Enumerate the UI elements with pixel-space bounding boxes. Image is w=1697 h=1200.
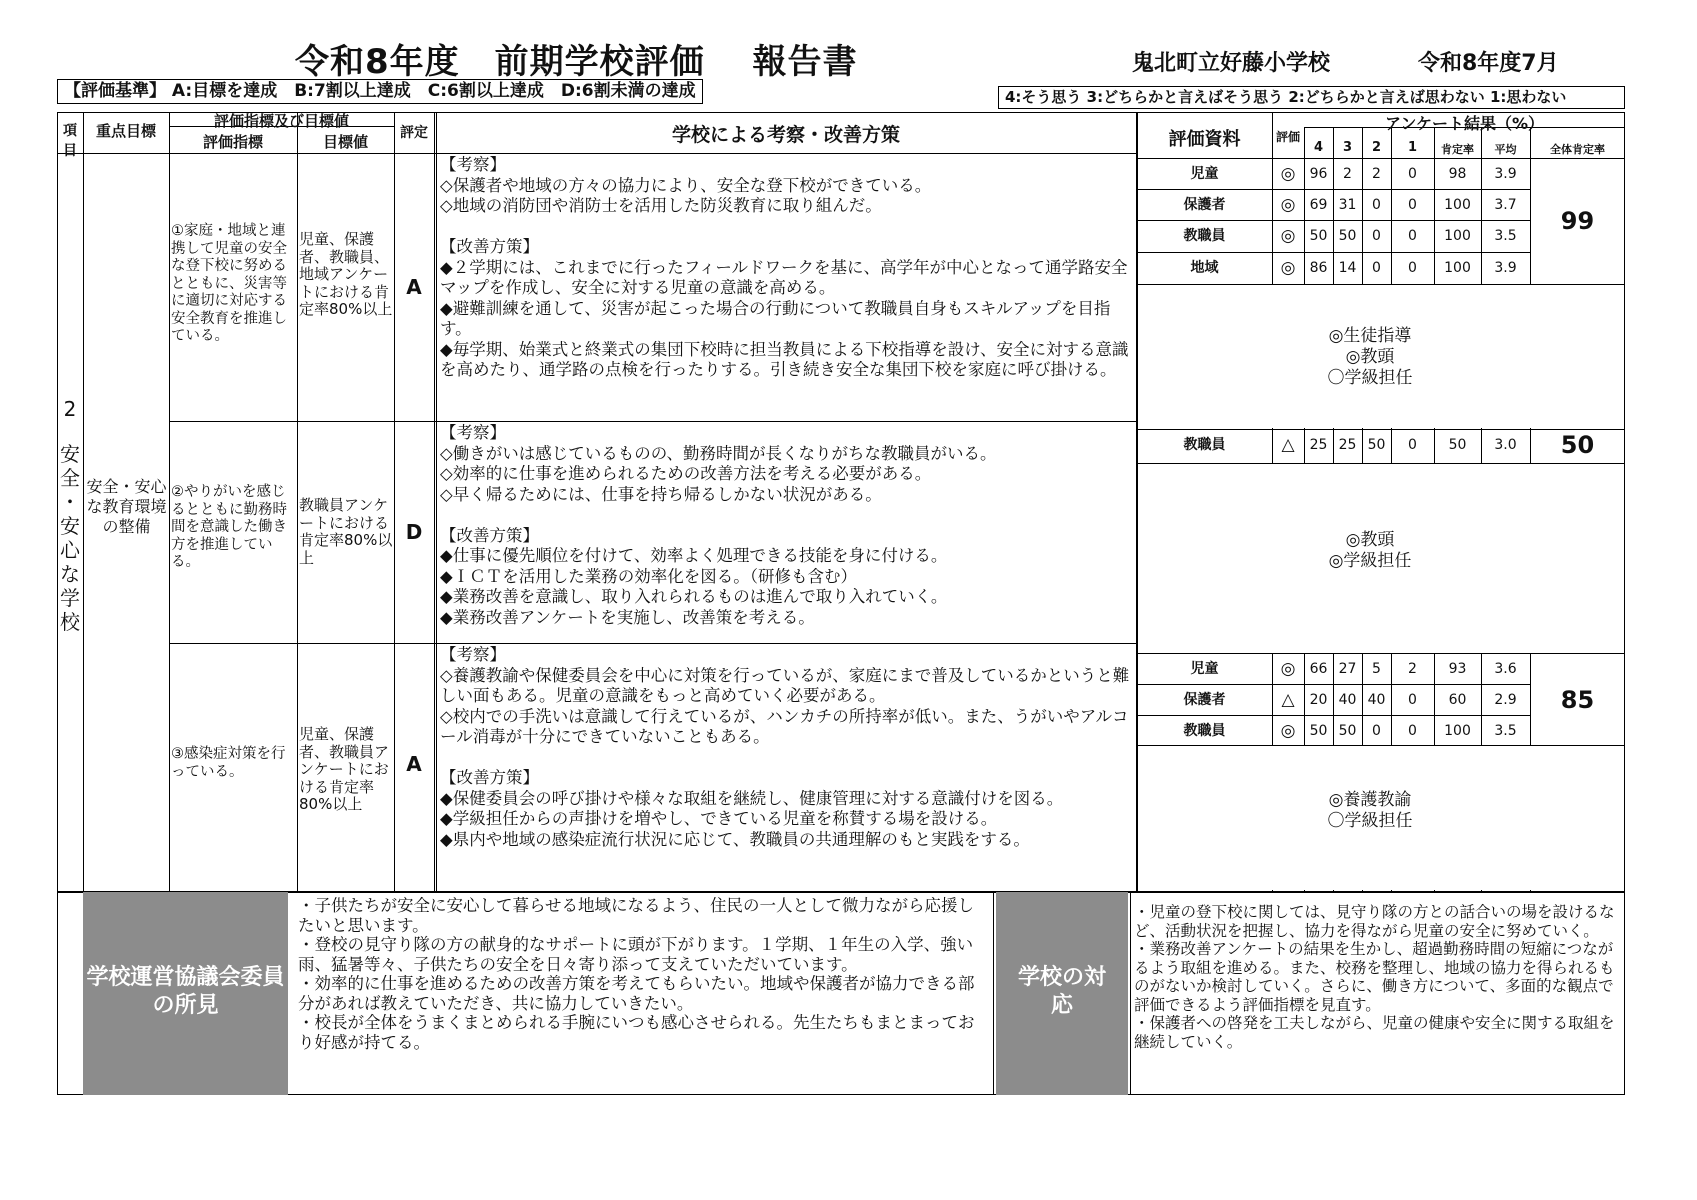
analysis-line: ◆業務改善アンケートを実施し、改善策を考える。 <box>440 607 815 627</box>
survey-value: 50 <box>1448 437 1467 453</box>
evaluation-criteria: 【評価基準】 A:目標を達成 B:7割以上達成 C:6割以上達成 D:6割未満の達成 <box>57 79 703 104</box>
header-indicator-group: 評価指標及び目標値 <box>213 112 349 130</box>
report-date: 令和8年度7月 <box>1418 51 1559 76</box>
analysis-line <box>440 748 1133 769</box>
analysis-line: ◆業務改善を意識し、取り入れられるものは進んで取り入れていく。 <box>440 587 948 606</box>
row3-indicator: ③感染症対策を行っている。 <box>171 746 286 780</box>
survey-respondent: 児童 <box>1190 166 1219 182</box>
header-survey: アンケート結果（%） <box>1384 114 1545 133</box>
committee-comments <box>298 896 988 1052</box>
row2-grade: D <box>405 520 423 544</box>
survey-value: 0 <box>1372 228 1381 244</box>
header-item: 項目 <box>63 123 77 159</box>
survey-value: 3.9 <box>1494 166 1517 182</box>
analysis-line: ◇養護教諭や保健委員会を中心に対策を行っているが、家庭にまで普及しているかというと難しい面もある。児童の意識をもっと高めていく必要がある。 <box>440 665 1130 705</box>
responsible-role: 〇学級担任 <box>1327 368 1413 388</box>
analysis-heading: 【考察】 <box>440 423 506 442</box>
comment-line: ・効率的に仕事を進めるための改善方策を考えてもらいたい。地域や保護者が協力できる部分があれば教えていただき、共に協力していきたい。 <box>298 974 975 1013</box>
header-col3: 3 <box>1342 140 1353 155</box>
overall-positive-rate: 99 <box>1560 207 1595 235</box>
survey-respondent: 地域 <box>1190 260 1219 276</box>
survey-value: 50 <box>1338 723 1357 739</box>
focus-text: 安全・安心な教育環境の整備 <box>86 477 167 536</box>
survey-value: 0 <box>1372 723 1381 739</box>
analysis-line: ◇地域の消防団や消防士を活用した防災教育に取り組んだ。 <box>440 196 882 215</box>
survey-value: 0 <box>1408 166 1417 182</box>
analysis-line: ◆仕事に優先順位を付けて、効率よく処理できる技能を身に付ける。 <box>440 546 948 565</box>
row3-grade: A <box>406 752 422 776</box>
row1-indicator: ①家庭・地域と連携して児童の安全な登下校に努めるとともに、災害等に適切に対応する安全教育を推進している。 <box>171 223 287 344</box>
survey-eval-mark: △ <box>1281 435 1295 455</box>
report-title: 令和8年度 前期学校評価 報告書 <box>295 42 858 82</box>
analysis-line: ◇校内での手洗いは意識して行えているが、ハンカチの所持率が低い。また、うがいやアルコール消毒が十分にできていないこともある。 <box>440 706 1129 746</box>
survey-value: 50 <box>1309 723 1328 739</box>
survey-value: 66 <box>1309 661 1328 677</box>
row1-grade: A <box>406 275 422 299</box>
analysis-heading: 【考察】 <box>440 155 506 174</box>
survey-value: 5 <box>1372 661 1381 677</box>
analysis-line: ◆２学期には、これまでに行ったフィールドワークを基に、高学年が中心となって通学路安全マップを作成し、安全に対する児童の意識を高める。 <box>440 257 1128 297</box>
header-col2: 2 <box>1371 140 1382 155</box>
header-indicator: 評価指標 <box>202 133 263 151</box>
survey-value: 0 <box>1408 723 1417 739</box>
header-col4: 4 <box>1313 140 1324 155</box>
survey-value: 0 <box>1372 197 1381 213</box>
comment-line: ・登校の見守り隊の方の献身的なサポートに頭が下がります。１学期、１年生の入学、強い雨、猛暑等々、子供たちの安全を日々寄り添って支えていただいています。 <box>298 935 974 974</box>
survey-eval-mark: ◎ <box>1280 258 1296 278</box>
comment-line: ・業務改善アンケートの結果を生かし、超過勤務時間の短縮につながるよう取組を進める。また、校務を整理し、地域の協力を得られるものがないか検討していく。さらに、働き方について、多面的な観点で評価できるよう評価指標を見直す。 <box>1134 940 1615 1014</box>
survey-eval-mark: ◎ <box>1280 164 1296 184</box>
row1-analysis <box>440 155 1133 381</box>
row3-analysis <box>440 645 1133 850</box>
survey-value: 14 <box>1338 260 1357 276</box>
survey-value: 40 <box>1367 692 1386 708</box>
survey-value: 0 <box>1408 228 1417 244</box>
survey-value: 96 <box>1309 166 1328 182</box>
header-grade: 評定 <box>400 125 428 141</box>
row2-target: 教職員アンケートにおける肯定率80%以上 <box>299 496 393 567</box>
analysis-line: ◇効率的に仕事を進められるための改善方法を考える必要がある。 <box>440 464 932 483</box>
survey-value: 25 <box>1309 437 1328 453</box>
overall-positive-rate: 50 <box>1560 431 1595 459</box>
comment-line: ・子供たちが安全に安心して暮らせる地域になるよう、住民の一人として微力ながら応援したいと思います。 <box>298 896 975 935</box>
analysis-line: ◇保護者や地域の方々の協力により、安全な登下校ができている。 <box>440 175 932 195</box>
analysis-line: ◆保健委員会の呼び掛けや様々な取組を継続し、健康管理に対する意識付けを図る。 <box>440 788 1064 808</box>
response-label: 学校の対応 <box>1017 965 1106 1018</box>
committee-label: 学校運営協議会委員の所見 <box>86 965 285 1018</box>
survey-respondent: 保護者 <box>1183 692 1226 708</box>
responsible-role: 〇学級担任 <box>1327 811 1413 831</box>
item-number: 2 <box>63 397 77 421</box>
survey-value: 98 <box>1448 166 1467 182</box>
header-analysis: 学校による考察・改善方策 <box>671 124 900 146</box>
header-overall: 全体肯定率 <box>1550 143 1605 156</box>
survey-respondent: 保護者 <box>1183 197 1226 213</box>
survey-value: 27 <box>1338 661 1357 677</box>
survey-value: 0 <box>1408 260 1417 276</box>
row2-analysis <box>440 423 1133 628</box>
survey-value: 50 <box>1309 228 1328 244</box>
item-title-char: 安 <box>60 514 80 538</box>
responsible-role: ◎生徒指導 <box>1328 326 1412 346</box>
item-title <box>58 442 82 634</box>
comment-line: ・児童の登下校に関しては、見守り隊の方との話合いの場を設けるなど、活動状況を把握し、協力を得ながら児童の安全に努めていく。 <box>1134 903 1615 940</box>
overall-positive-rate: 85 <box>1560 686 1595 714</box>
survey-value: 25 <box>1338 437 1357 453</box>
item-title-char: ・ <box>60 490 80 514</box>
survey-value: 100 <box>1444 723 1471 739</box>
item-title-char: 心 <box>60 538 80 562</box>
row3-target: 児童、保護者、教職員アンケートにおける肯定率80%以上 <box>299 725 390 813</box>
row1-target: 児童、保護者、教職員、地域アンケートにおける肯定率80%以上 <box>299 230 393 318</box>
analysis-line <box>440 505 1133 526</box>
item-title-char: 安 <box>60 442 80 466</box>
item-title-char: な <box>60 562 80 586</box>
header-col1: 1 <box>1407 140 1418 155</box>
header-average: 平均 <box>1494 143 1517 156</box>
responsible-role: ◎教頭 <box>1345 347 1395 367</box>
survey-value: 2 <box>1372 166 1381 182</box>
survey-value: 20 <box>1309 692 1328 708</box>
survey-value: 2 <box>1408 661 1417 677</box>
comment-line: ・校長が全体をうまくまとめられる手腕にいつも感心させられる。先生たちもまとまっており好感が持てる。 <box>298 1013 975 1052</box>
comment-line: ・保護者への啓発を工夫しながら、児童の健康や安全に関する取組を継続していく。 <box>1134 1014 1615 1051</box>
survey-value: 40 <box>1338 692 1357 708</box>
survey-value: 3.9 <box>1494 260 1517 276</box>
survey-value: 0 <box>1372 260 1381 276</box>
analysis-heading: 【改善方策】 <box>440 525 539 545</box>
survey-value: 2.9 <box>1494 692 1517 708</box>
response-label-box <box>996 892 1128 1095</box>
survey-value: 3.7 <box>1494 197 1517 213</box>
survey-value: 3.5 <box>1494 228 1517 244</box>
survey-eval-mark: ◎ <box>1280 226 1296 246</box>
survey-value: 100 <box>1444 228 1471 244</box>
survey-value: 31 <box>1338 197 1357 213</box>
analysis-line: ◆県内や地域の感染症流行状況に応じて、教職員の共通理解のもと実践をする。 <box>440 829 1030 849</box>
header-focus: 重点目標 <box>95 122 156 140</box>
survey-eval-mark: ◎ <box>1280 659 1296 679</box>
survey-respondent: 教職員 <box>1183 437 1226 453</box>
analysis-line: ◆学級担任からの声掛けを増やし、できている児童を称賛する場を設ける。 <box>440 809 998 828</box>
survey-value: 50 <box>1367 437 1386 453</box>
header-target: 目標値 <box>322 133 368 151</box>
responsible-role: ◎学級担任 <box>1328 551 1412 571</box>
survey-value: 86 <box>1309 260 1328 276</box>
header-eval: 評価 <box>1275 130 1300 144</box>
analysis-heading: 【考察】 <box>440 645 506 664</box>
survey-value: 100 <box>1444 260 1471 276</box>
survey-respondent: 教職員 <box>1183 228 1226 244</box>
survey-value: 100 <box>1444 197 1471 213</box>
survey-value: 3.5 <box>1494 723 1517 739</box>
survey-value: 0 <box>1408 197 1417 213</box>
analysis-line: ◇早く帰るためには、仕事を持ち帰るしかない状況がある。 <box>440 484 882 504</box>
survey-value: 0 <box>1408 692 1417 708</box>
item-title-char: 学 <box>60 586 80 610</box>
answer-scale: 4:そう思う 3:どちらかと言えばそう思う 2:どちらかと言えば思わない 1:思わない <box>998 86 1625 109</box>
survey-eval-mark: △ <box>1281 690 1295 710</box>
analysis-heading: 【改善方策】 <box>440 237 539 256</box>
responsible-role: ◎養護教諭 <box>1328 790 1412 810</box>
survey-eval-mark: ◎ <box>1280 721 1296 741</box>
item-title-char: 全 <box>60 466 80 490</box>
item-title-char: 校 <box>60 610 80 634</box>
survey-value: 3.6 <box>1494 661 1517 677</box>
survey-value: 2 <box>1343 166 1352 182</box>
school-name: 鬼北町立好藤小学校 <box>1132 51 1331 76</box>
survey-value: 60 <box>1448 692 1467 708</box>
survey-value: 50 <box>1338 228 1357 244</box>
analysis-line <box>440 217 1133 238</box>
survey-value: 69 <box>1309 197 1328 213</box>
analysis-line: ◆ＩＣＴを活用した業務の効率化を図る。（研修も含む） <box>440 566 857 586</box>
survey-eval-mark: ◎ <box>1280 195 1296 215</box>
header-positive: 肯定率 <box>1441 143 1474 156</box>
committee-label-box <box>83 892 288 1095</box>
school-response <box>1134 903 1622 1051</box>
survey-value: 0 <box>1408 437 1417 453</box>
survey-value: 3.0 <box>1494 437 1517 453</box>
row2-indicator: ②やりがいを感じるとともに勤務時間を意識した働き方を推進している。 <box>171 484 287 570</box>
analysis-line: ◆毎学期、始業式と終業式の集団下校時に担当教員による下校指導を設け、安全に対する意識を高めたり、通学路の点検を行ったりする。引き続き安全な集団下校を家庭に呼び掛ける。 <box>440 339 1129 379</box>
analysis-line: ◆避難訓練を通して、災害が起こった場合の行動について教職員自身もスキルアップを目指す。 <box>440 298 1111 338</box>
survey-respondent: 教職員 <box>1183 723 1226 739</box>
header-source: 評価資料 <box>1168 129 1241 150</box>
analysis-heading: 【改善方策】 <box>440 768 539 787</box>
survey-value: 93 <box>1448 661 1467 677</box>
responsible-role: ◎教頭 <box>1345 530 1395 550</box>
analysis-line: ◇働きがいは感じているものの、勤務時間が長くなりがちな教職員がいる。 <box>440 443 997 463</box>
survey-respondent: 児童 <box>1190 661 1219 677</box>
